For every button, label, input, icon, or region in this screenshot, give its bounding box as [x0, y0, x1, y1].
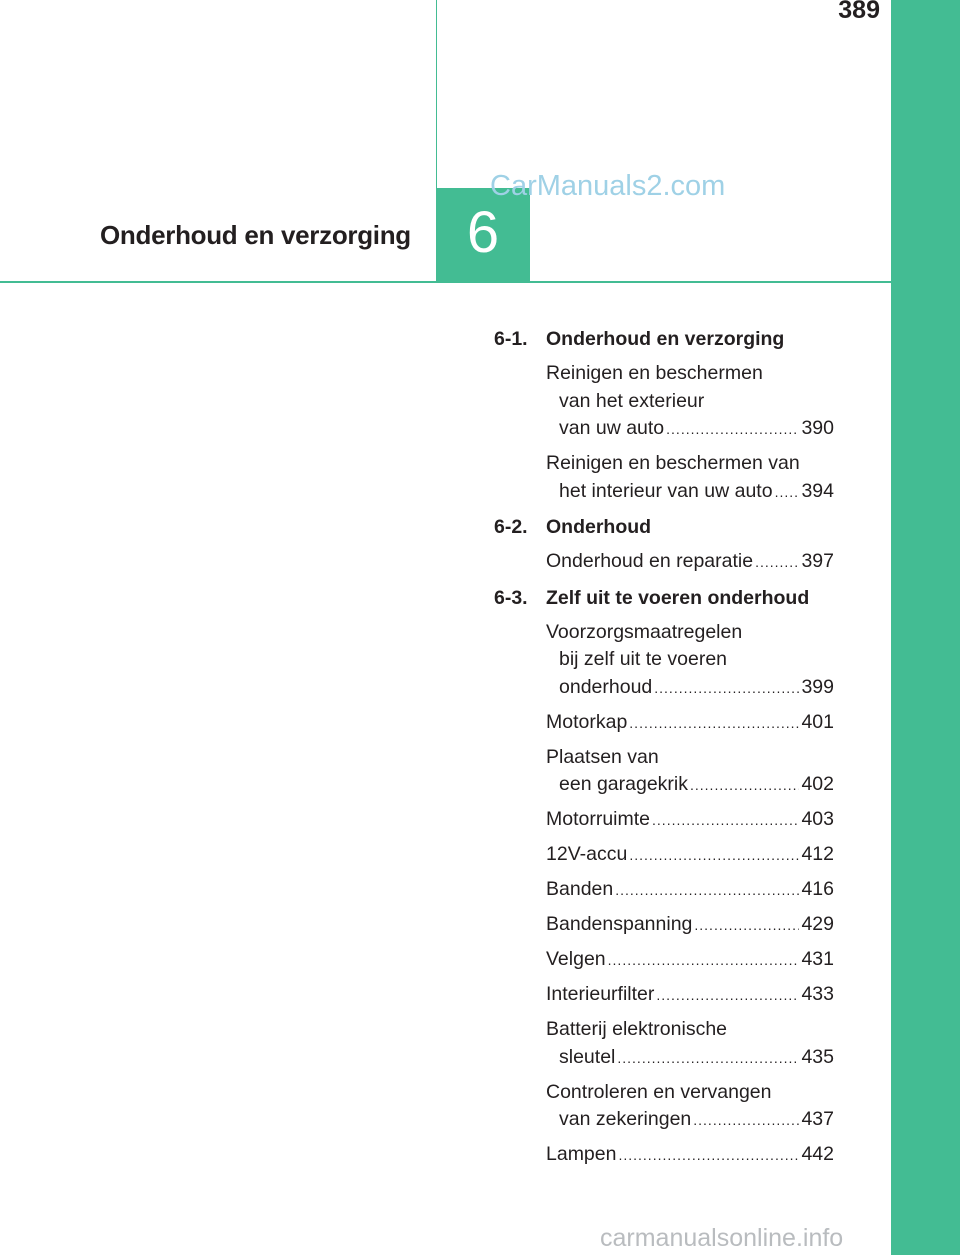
- toc-section: [494, 326, 834, 506]
- toc-page-number: 433: [801, 983, 834, 1005]
- dot-leader: [656, 982, 799, 1010]
- dot-leader: [666, 416, 799, 444]
- toc-page-number: 431: [801, 948, 834, 970]
- dot-leader: [618, 1142, 799, 1170]
- page-number: 389: [838, 0, 880, 24]
- toc-page-number: 397: [801, 550, 834, 572]
- toc-section-heading[interactable]: [494, 514, 834, 542]
- toc-entry[interactable]: [546, 841, 834, 870]
- chapter-side-tab: [891, 0, 960, 1255]
- toc-page-number: 401: [801, 710, 834, 733]
- toc-entry-text: sleutel: [559, 1045, 616, 1068]
- toc-page-number: 394: [801, 479, 834, 502]
- toc-entry-text: Velgen: [546, 948, 606, 970]
- toc-entry-text: het interieur van uw auto: [559, 479, 773, 502]
- dot-leader: [617, 1045, 799, 1073]
- toc-page-number: 442: [801, 1143, 834, 1165]
- toc-entry-text: Motorkap: [546, 710, 628, 733]
- dot-leader: [775, 479, 800, 507]
- toc-entry[interactable]: [546, 360, 834, 444]
- toc-entry[interactable]: [546, 806, 834, 835]
- toc-entry-text: Banden: [546, 878, 614, 900]
- toc-entry-text: Controleren en vervangen: [546, 1080, 772, 1103]
- toc-entry-text: Bandenspanning: [546, 913, 693, 935]
- dot-leader: [690, 772, 799, 800]
- toc-entry-text: Onderhoud en reparatie: [546, 550, 754, 572]
- toc-entry-text: van het exterieur: [559, 389, 705, 412]
- watermark-bottom: carmanualsonline.info: [600, 1224, 844, 1252]
- toc-entry-text: Reinigen en beschermen van: [546, 452, 800, 474]
- section-number: 6-3.: [494, 586, 528, 609]
- toc-entry-text: van zekeringen: [559, 1108, 692, 1130]
- section-number: 6-1.: [494, 328, 528, 350]
- section-number: 6-2.: [494, 516, 528, 538]
- toc-section-heading[interactable]: [494, 585, 834, 613]
- toc-page-number: 390: [801, 417, 834, 439]
- toc-page-number: 429: [801, 913, 834, 935]
- toc-page-number: 402: [801, 773, 834, 795]
- toc-section: [494, 514, 834, 577]
- dot-leader: [615, 877, 799, 905]
- dot-leader: [652, 807, 799, 835]
- toc-entry[interactable]: [546, 744, 834, 800]
- toc-entry-text: Lampen: [546, 1143, 617, 1165]
- toc-entry[interactable]: [546, 619, 834, 703]
- toc-entry-text: 12V-accu: [546, 843, 628, 865]
- header-vertical-rule: [436, 0, 437, 188]
- toc-entry-text: van uw auto: [559, 417, 665, 439]
- toc-entry[interactable]: [546, 1016, 834, 1072]
- toc-page-number: 412: [801, 843, 834, 865]
- section-title: Zelf uit te voeren onderhoud: [546, 586, 810, 609]
- chapter-title: Onderhoud en verzorging: [100, 220, 411, 250]
- dot-leader: [654, 675, 799, 703]
- dot-leader: [608, 947, 800, 975]
- toc-entry-text: Voorzorgsmaatregelen: [546, 620, 743, 643]
- toc-section: [494, 585, 834, 1170]
- toc-entry[interactable]: [546, 946, 834, 975]
- toc-entry-text: Interieurfilter: [546, 983, 655, 1005]
- toc-entry-text: bij zelf uit te voeren: [559, 648, 728, 670]
- dot-leader: [694, 912, 799, 940]
- dot-leader: [629, 710, 799, 738]
- toc-section-heading[interactable]: [494, 326, 834, 354]
- table-of-contents: [494, 326, 834, 1170]
- toc-entry[interactable]: [546, 548, 834, 577]
- toc-entry-text: onderhoud: [559, 675, 653, 698]
- chapter-number: 6: [466, 200, 500, 265]
- toc-entry-text: Plaatsen van: [546, 745, 659, 768]
- section-title: Onderhoud: [546, 516, 652, 538]
- toc-entry[interactable]: [546, 1079, 834, 1135]
- toc-entry[interactable]: [546, 876, 834, 905]
- toc-entry[interactable]: [546, 911, 834, 940]
- dot-leader: [693, 1107, 799, 1135]
- toc-page-number: 437: [801, 1108, 834, 1130]
- toc-entry-text: een garagekrik: [559, 773, 688, 795]
- toc-page-number: 435: [801, 1045, 834, 1068]
- toc-entry[interactable]: [546, 709, 834, 738]
- watermark-top: CarManuals2.com: [490, 170, 726, 202]
- toc-page-number: 416: [801, 878, 834, 900]
- toc-entry-text: Motorruimte: [546, 808, 651, 830]
- dot-leader: [755, 549, 799, 577]
- toc-entry-text: Reinigen en beschermen: [546, 362, 763, 384]
- toc-page-number: 403: [801, 808, 834, 830]
- toc-entry[interactable]: [546, 1141, 834, 1170]
- toc-entry[interactable]: [546, 981, 834, 1010]
- toc-entry[interactable]: [546, 450, 834, 506]
- toc-entry-text: Batterij elektronische: [546, 1018, 728, 1040]
- dot-leader: [629, 842, 799, 870]
- section-title: Onderhoud en verzorging: [546, 328, 785, 350]
- toc-page-number: 399: [801, 675, 834, 698]
